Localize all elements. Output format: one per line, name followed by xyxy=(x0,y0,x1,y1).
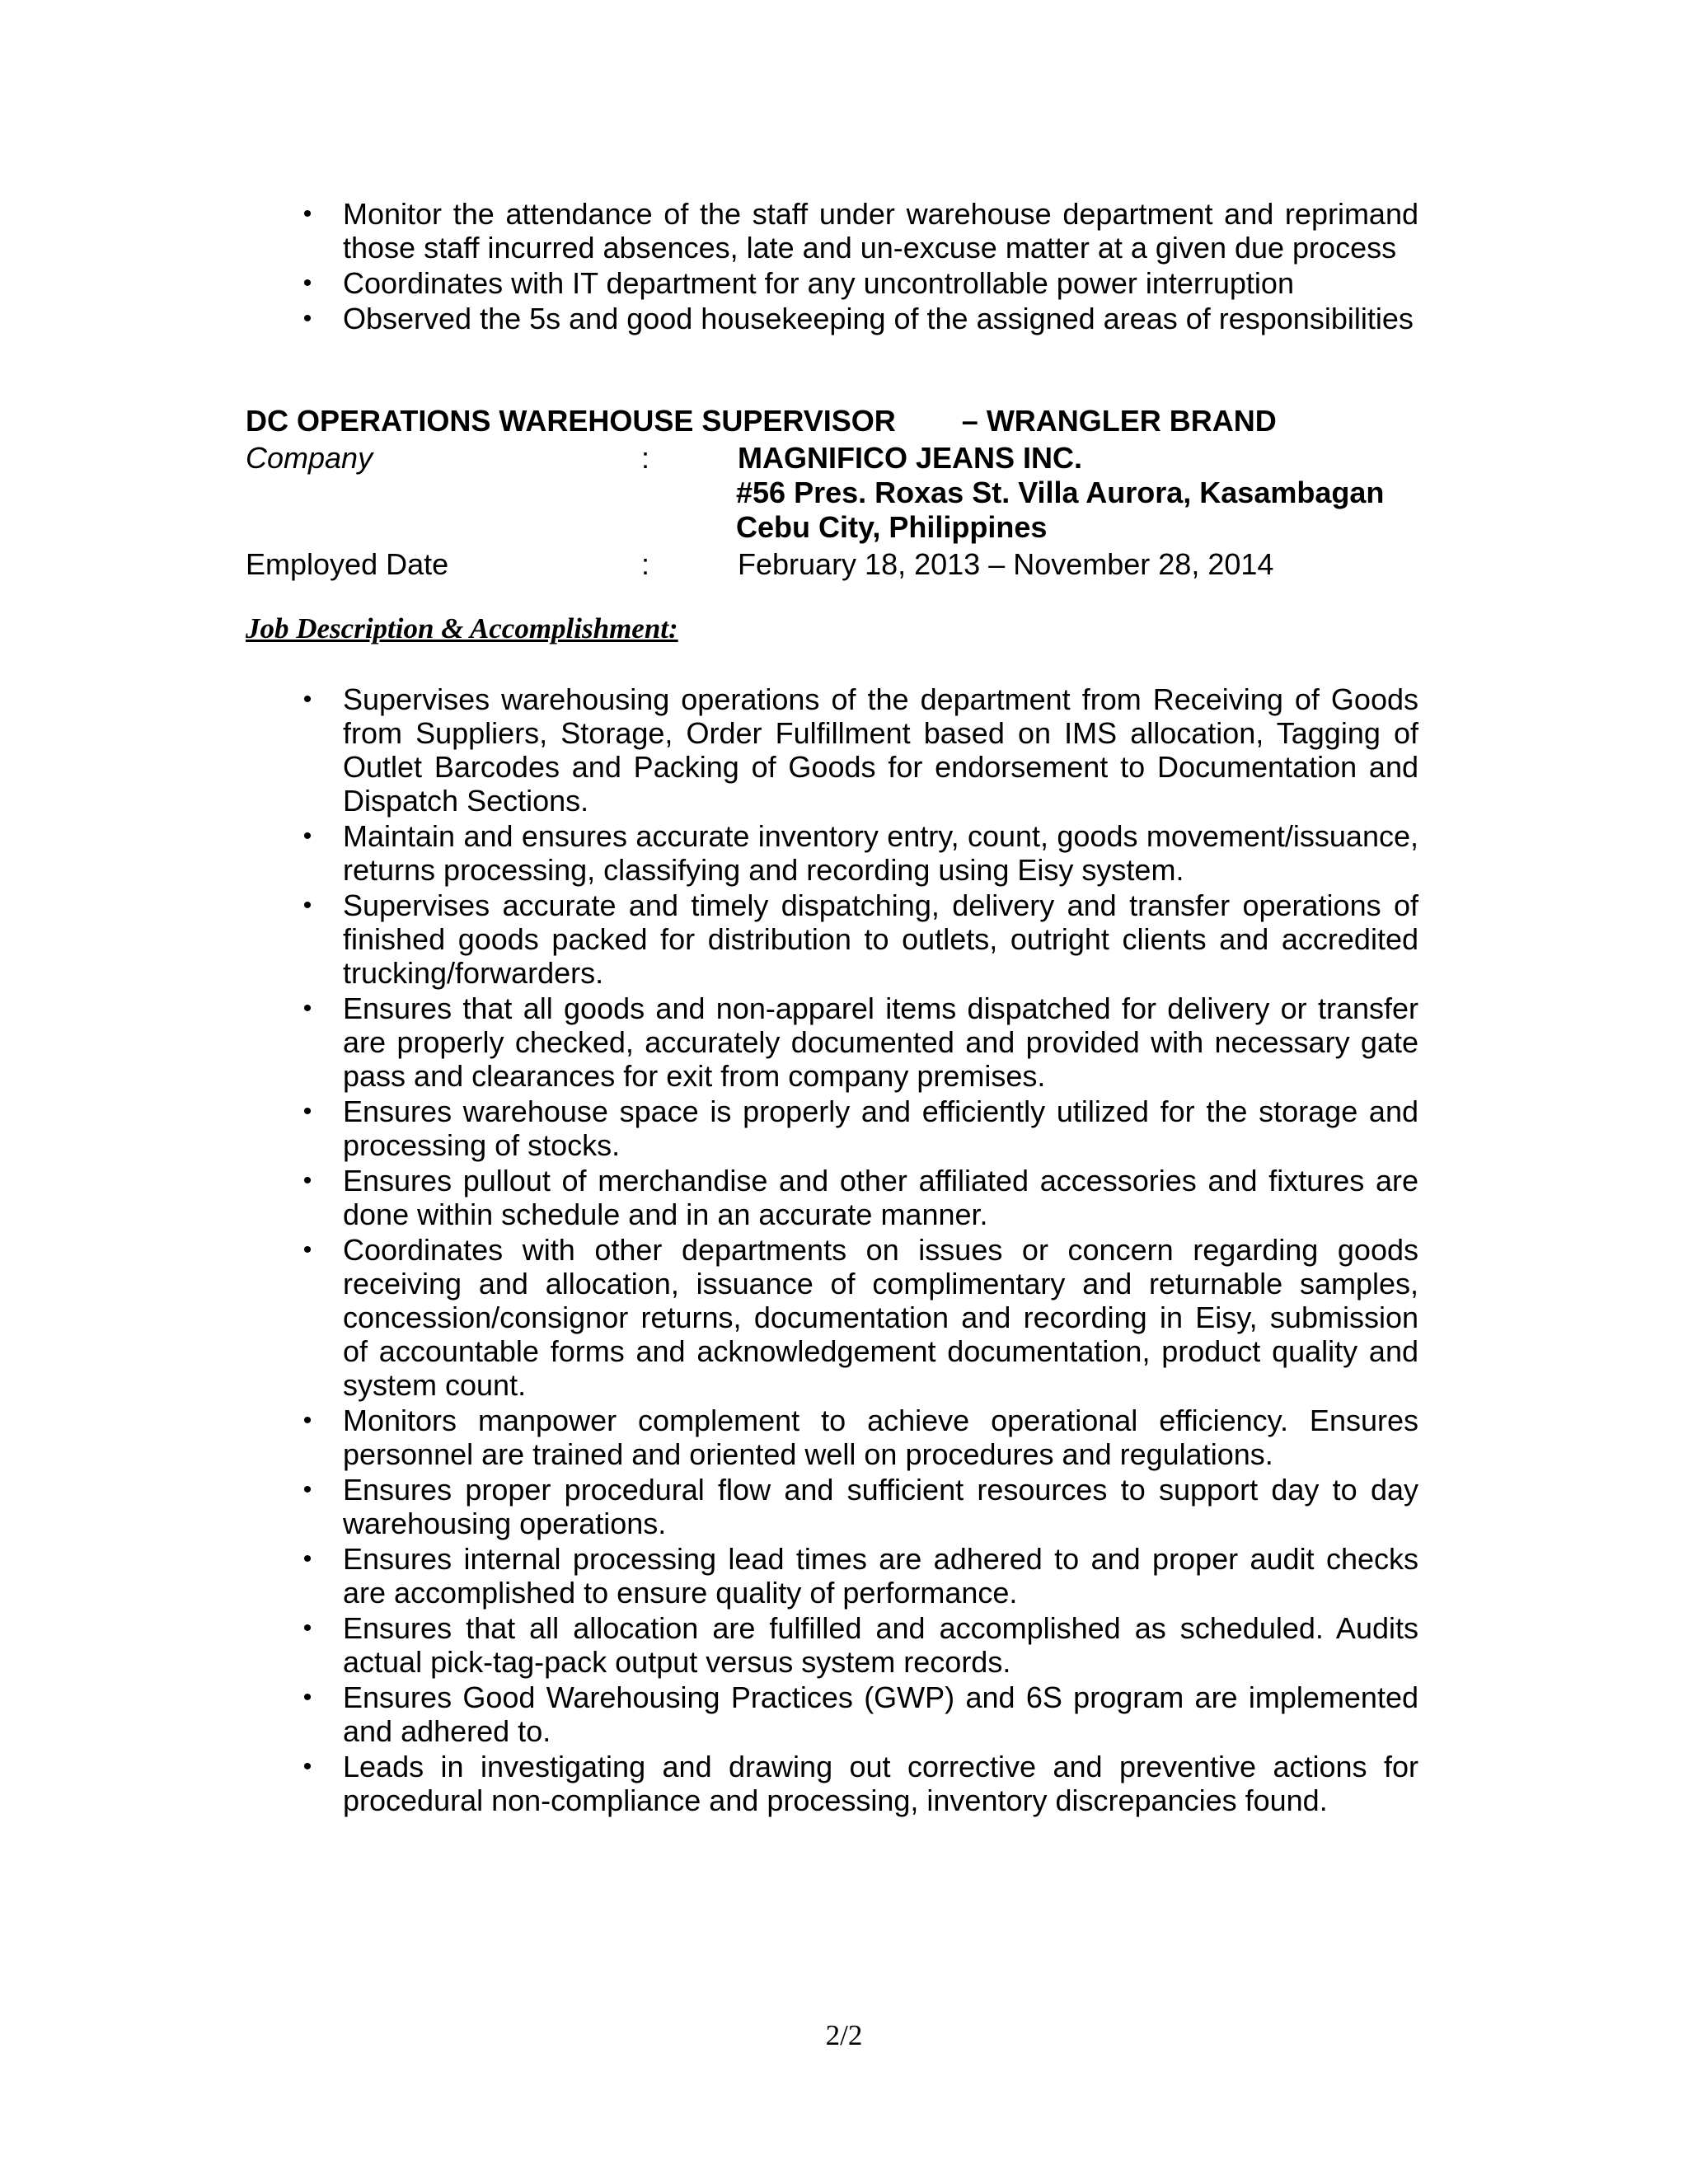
list-item: • Leads in investigating and drawing out corrective and preventive actions for procedural non-compliance and processing, inventory discrepancies found. xyxy=(343,1750,1418,1817)
bullet-icon: • xyxy=(302,269,312,297)
bullet-icon: • xyxy=(302,1615,312,1642)
company-address-line2: Cebu City, Philippines xyxy=(736,510,1048,544)
top-bullet-list xyxy=(302,197,1418,337)
list-item: • Observed the 5s and good housekeeping of the assigned areas of responsibilities xyxy=(343,302,1418,335)
job-brand: – WRANGLER BRAND xyxy=(961,404,1277,438)
list-item: • Coordinates with other departments on issues or concern regarding goods receiving and allocation, issuance of complimentary and returnable samples, concession/consignor returns, documentation and recording in Eisy, submission of accountable forms and acknowledgement documentation, product quality and system count. xyxy=(343,1233,1418,1402)
bullet-icon: • xyxy=(302,1545,312,1572)
bullet-icon: • xyxy=(302,892,312,919)
list-item: • Ensures proper procedural flow and sufficient resources to support day to day warehousing operations. xyxy=(343,1473,1418,1540)
bullet-icon: • xyxy=(302,823,312,850)
bullet-icon: • xyxy=(302,1236,312,1263)
bullet-icon: • xyxy=(302,1407,312,1434)
list-item: • Ensures warehouse space is properly and efficiently utilized for the storage and processing of stocks. xyxy=(343,1094,1418,1162)
bullet-icon: • xyxy=(302,305,312,332)
section-heading: Job Description & Accomplishment: xyxy=(246,612,678,644)
employed-value: February 18, 2013 – November 28, 2014 xyxy=(738,547,1274,581)
list-item: • Ensures that all goods and non-apparel items dispatched for delivery or transfer are properly checked, accurately documented and provided with necessary gate pass and clearances for exit from company premises. xyxy=(343,991,1418,1093)
company-colon: : xyxy=(641,441,650,475)
bullet-icon: • xyxy=(302,1098,312,1125)
job-title xyxy=(246,404,1277,438)
bullet-icon: • xyxy=(302,1684,312,1711)
list-item: • Supervises warehousing operations of the department from Receiving of Goods from Suppliers, Storage, Order Fulfillment based on IMS allocation, Tagging of Outlet Barcodes and Packing of Goods for endorsement to Documentation and Dispatch Sections. xyxy=(343,682,1418,818)
employed-label: Employed Date xyxy=(246,547,449,581)
company-name: MAGNIFICO JEANS INC. xyxy=(738,441,1083,475)
list-item: • Monitor the attendance of the staff under warehouse department and reprimand those staff incurred absences, late and un-excuse matter at a given due process xyxy=(343,197,1418,265)
bullet-icon: • xyxy=(302,200,312,227)
bullet-icon: • xyxy=(302,1167,312,1194)
main-bullet-list xyxy=(302,682,1418,1819)
company-label: Company xyxy=(246,441,373,475)
bullet-icon: • xyxy=(302,1753,312,1780)
bullet-icon: • xyxy=(302,686,312,713)
list-item: • Monitors manpower complement to achieve operational efficiency. Ensures personnel are trained and oriented well on procedures and regulations. xyxy=(343,1404,1418,1471)
list-item: • Supervises accurate and timely dispatching, delivery and transfer operations of finished goods packed for distribution to outlets, outright clients and accredited trucking/forwarders. xyxy=(343,888,1418,990)
company-address-line1: #56 Pres. Roxas St. Villa Aurora, Kasambagan xyxy=(736,476,1385,509)
company-row xyxy=(246,441,1082,476)
list-item: • Maintain and ensures accurate inventory entry, count, goods movement/issuance, returns processing, classifying and recording using Eisy system. xyxy=(343,819,1418,887)
list-item: • Ensures pullout of merchandise and other affiliated accessories and fixtures are done within schedule and in an accurate manner. xyxy=(343,1164,1418,1231)
employed-colon: : xyxy=(641,547,650,581)
bullet-icon: • xyxy=(302,995,312,1022)
list-item: • Coordinates with IT department for any uncontrollable power interruption xyxy=(343,266,1418,300)
job-title-text: DC OPERATIONS WAREHOUSE SUPERVISOR xyxy=(246,404,896,438)
list-item: • Ensures internal processing lead times are adhered to and proper audit checks are accomplished to ensure quality of performance. xyxy=(343,1542,1418,1610)
page-number: 2/2 xyxy=(825,2019,863,2051)
list-item: • Ensures that all allocation are fulfilled and accomplished as scheduled. Audits actual pick-tag-pack output versus system records. xyxy=(343,1611,1418,1679)
list-item: • Ensures Good Warehousing Practices (GWP) and 6S program are implemented and adhered to. xyxy=(343,1680,1418,1748)
bullet-icon: • xyxy=(302,1476,312,1503)
employed-row xyxy=(246,547,1273,582)
